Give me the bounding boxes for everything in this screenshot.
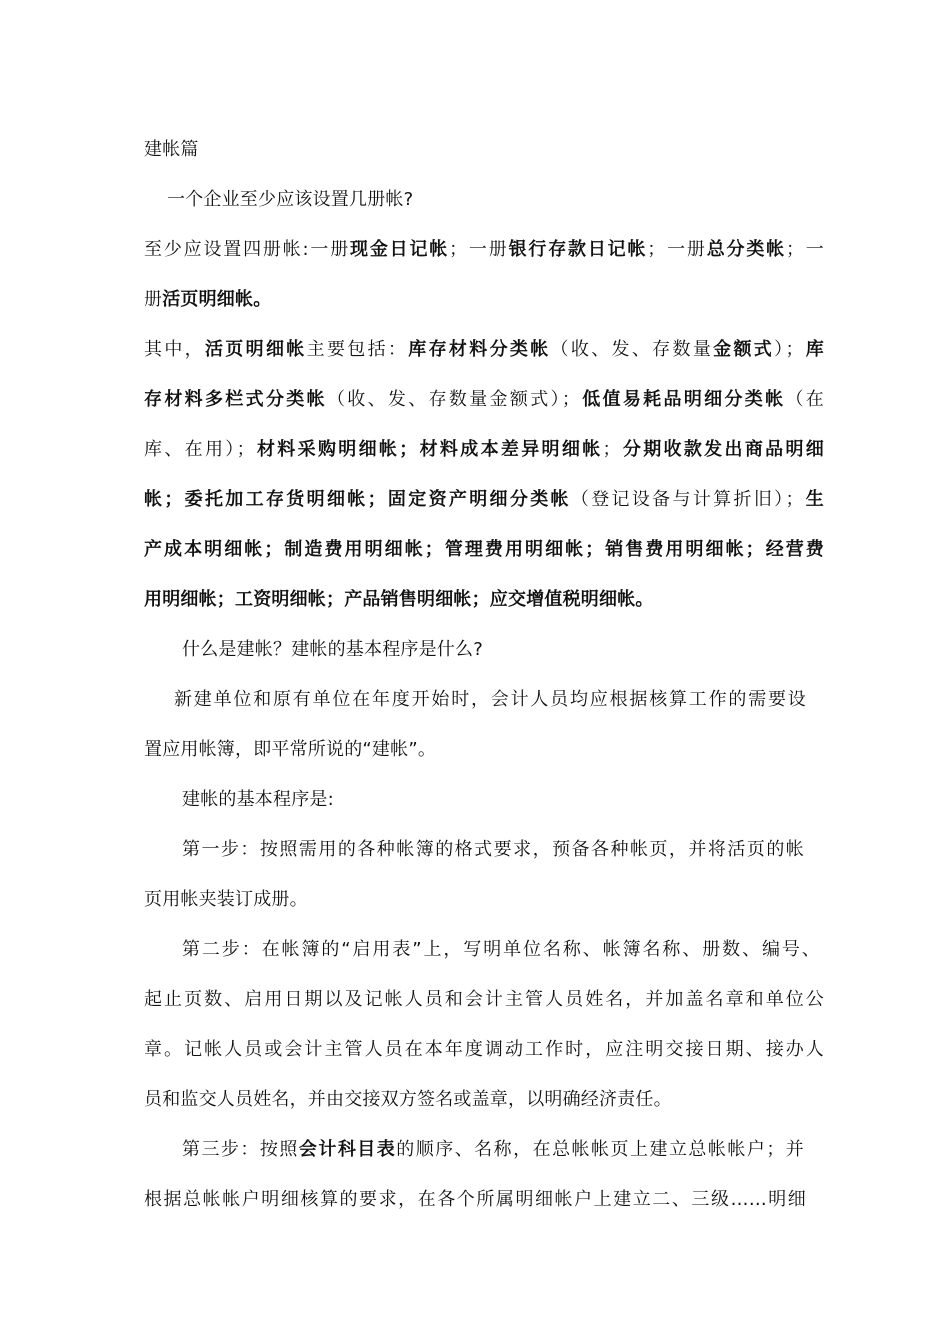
body-line — [144, 587, 824, 613]
bold-term: 分期收款发出商品明细 — [620, 439, 825, 460]
step-line — [182, 837, 804, 863]
text-segment: 的顺序、名称，在总帐帐页上建立总帐帐户；并 — [396, 1139, 805, 1160]
text-segment: 主要包括： — [306, 339, 409, 360]
step-line — [144, 1187, 806, 1213]
text-segment: ）； — [774, 339, 804, 360]
text-segment: 建帐的基本程序是: — [182, 789, 334, 810]
bold-term: 生 — [803, 489, 824, 510]
bold-term: 现金日记帐 — [350, 239, 450, 260]
step-line — [182, 1137, 804, 1163]
body-line — [144, 337, 824, 363]
bold-term: 会计科目表 — [298, 1139, 397, 1160]
text-segment: （登记设备与计算折旧）； — [570, 489, 804, 510]
step-line — [144, 987, 824, 1013]
bold-term: 银行存款日记帐 — [508, 239, 648, 260]
body-line — [144, 437, 824, 463]
bold-term: 材料采购明细帐；材料成本差异明细帐 — [254, 439, 603, 460]
body-line — [144, 737, 824, 763]
text-segment: 根据总帐帐户明细核算的要求，在各个所属明细帐户上建立二、三级……明细 — [144, 1189, 806, 1210]
body-line — [144, 387, 824, 413]
text-segment: 页用帐夹装订成册。 — [144, 889, 308, 910]
bold-term: 金额式 — [713, 339, 775, 360]
bold-term: 库存材料分类帐 — [408, 339, 551, 360]
text-segment: 第二步：在帐簿的“启用表”上，写明单位名称、帐簿名称、册数、编号、 — [182, 939, 820, 960]
text-segment: 起止页数、启用日期以及记帐人员和会计主管人员姓名，并加盖名章和单位公 — [144, 989, 824, 1010]
bold-term: 帐；委托加工存货明细帐；固定资产明细分类帐 — [144, 489, 571, 510]
body-line — [144, 537, 824, 563]
doc-title: 建帐篇 — [144, 139, 199, 160]
step-line — [182, 937, 820, 963]
text-segment: 第一步：按照需用的各种帐簿的格式要求，预备各种帐页，并将活页的帐 — [182, 839, 804, 860]
bold-term: 活页明细帐 — [204, 339, 307, 360]
bold-term: 用明细帐；工资明细帐；产品销售明细帐；应交增值税明细帐。 — [144, 589, 654, 610]
bold-term: 低值易耗品明细分类帐 — [580, 389, 786, 410]
step-line — [144, 1037, 824, 1063]
text-segment: 章。记帐人员或会计主管人员在本年度调动工作时，应注明交接日期、接办人 — [144, 1039, 824, 1060]
body-line — [144, 287, 824, 313]
bold-term: 存材料多栏式分类帐 — [144, 389, 327, 410]
text-segment: 其中， — [144, 339, 205, 360]
bold-term: 产成本明细帐；制造费用明细帐；管理费用明细帐；销售费用明细帐；经营费 — [144, 539, 824, 560]
body-line — [182, 787, 862, 813]
text-segment: 第三步：按照 — [182, 1139, 299, 1160]
text-segment: （收、发、存数量 — [550, 339, 714, 360]
body-line — [174, 687, 806, 713]
question-line — [167, 187, 847, 213]
question-line — [182, 637, 862, 663]
bold-term: 库 — [803, 339, 824, 360]
text-segment: （收、发、存数量金额式）； — [326, 389, 581, 410]
text-segment: 册 — [144, 289, 163, 310]
text-segment: 员和监交人员姓名，并由交接双方签名或盖章，以明确经济责任。 — [144, 1089, 672, 1110]
bold-term: 活页明细帐。 — [162, 289, 272, 310]
body-line — [144, 237, 824, 263]
text-segment: 至少应设置四册帐:一册 — [144, 239, 351, 260]
step-line — [144, 1087, 824, 1113]
text-segment: 库、在用）； — [144, 439, 255, 460]
text-segment: 置应用帐簿，即平常所说的“建帐”。 — [144, 739, 437, 760]
text-segment: 一个企业至少应该设置几册帐? — [167, 189, 414, 210]
text-segment: 新建单位和原有单位在年度开始时，会计人员均应根据核算工作的需要设 — [174, 689, 806, 710]
text-segment: （在 — [785, 389, 824, 410]
bold-term: 总分类帐 — [706, 239, 786, 260]
body-line — [144, 487, 824, 513]
step-line — [144, 887, 824, 913]
text-segment: 什么是建帐？建帐的基本程序是什么? — [182, 639, 483, 660]
text-segment: ；一册 — [449, 239, 509, 260]
text-segment: ； — [602, 439, 621, 460]
text-segment: ；一册 — [647, 239, 707, 260]
text-segment: ；一 — [785, 239, 824, 260]
